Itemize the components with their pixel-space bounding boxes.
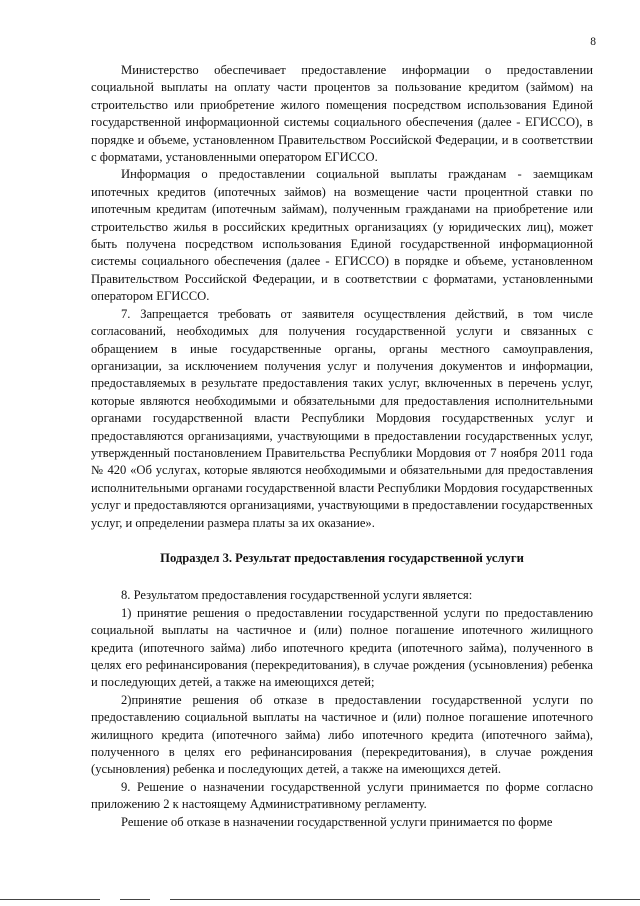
paragraph-item-8: 8. Результатом предоставления государственной услуги является:: [121, 588, 473, 603]
scan-edge-line: [0, 899, 640, 900]
section-heading: Подраздел 3. Результат предоставления государственной услуги: [160, 550, 524, 565]
paragraph-item-9: 9. Решение о назначении государственной услуги принимается по форме согласно приложению 2 к настоящему Административному регламенту.: [91, 779, 593, 812]
paragraph-item-8-1: 1) принятие решения о предоставлении государственной услуги по предоставлению социальной выплаты на частичное и (или) полное погашение ипотечного жилищного кредита (ипотечного займа) либо ипотечного кредита (ипотечного займа), полученного в целях его рефинансирования (перекредитования), в случае рождения (усыновления) ребенка и последующих детей, а также на имеющихся детей;: [91, 605, 593, 690]
paragraph-item-7: 7. Запрещается требовать от заявителя осуществления действий, в том числе согласований, необходимых для получения государственной услуги и связанных с обращением в иные государственные органы, органы местного самоуправления, организации, за исключением получения услуг и получения документов и информации, предоставляемых в результате предоставления таких услуг, включенных в перечень услуг, которые являются необходимыми и обязательными для предоставления исполнительными органами государственной власти Республики Мордовия государственных услуг и предоставляются организациями, участвующими в предоставлении государственных услуг, утвержденный постановлением Правительства Республики Мордовия от 7 ноября 2011 года № 420 «Об услугах, которые являются необходимыми и обязательными для предоставления исполнительными органами государственной власти Республики Мордовия государственных услуг и предоставляются организациями, участвующими в предоставлении государственных услуг, и определении размера платы за их оказание».: [91, 306, 593, 530]
paragraph-egisso-social-payment: Министерство обеспечивает предоставление информации о предоставлении социальной выплаты на оплату части процентов за пользование кредитом (займом) на строительство или приобретение жилого помещения посредством использования Единой государственной информационной системы социального обеспечения (далее - ЕГИССО), в порядке и объеме, установленном Правительством Российской Федерации, и в соответствии с форматами, установленными оператором ЕГИССО.: [91, 63, 593, 165]
document-body: [91, 62, 593, 831]
paragraph-refusal-decision: Решение об отказе в назначении государственной услуги принимается по форме: [121, 814, 553, 829]
paragraph-item-8-2: 2)принятие решения об отказе в предоставлении государственной услуги по предоставлению социальной выплаты на частичное и (или) полное погашение ипотечного жилищного кредита (ипотечного займа) либо ипотечного кредита (ипотечного займа), полученного в целях его рефинансирования (перекредитования), в случае рождения (усыновления) ребенка и последующих детей, а также на имеющихся детей.: [91, 692, 593, 777]
page-number: 8: [590, 36, 596, 48]
paragraph-egisso-mortgage-info: Информация о предоставлении социальной выплаты гражданам - заемщикам ипотечных кредитов (ипотечных займов) на возмещение части процентной ставки по ипотечным кредитам (ипотечным займам), полученным гражданами на приобретение или строительство жилья в российских кредитных организациях (у юридических лиц), может быть получена посредством использования Единой государственной информационной системы социального обеспечения (далее - ЕГИССО) в порядке и объеме, установленном Правительством Российской Федерации, и в соответствии с форматами, установленными оператором ЕГИССО.: [91, 167, 593, 304]
